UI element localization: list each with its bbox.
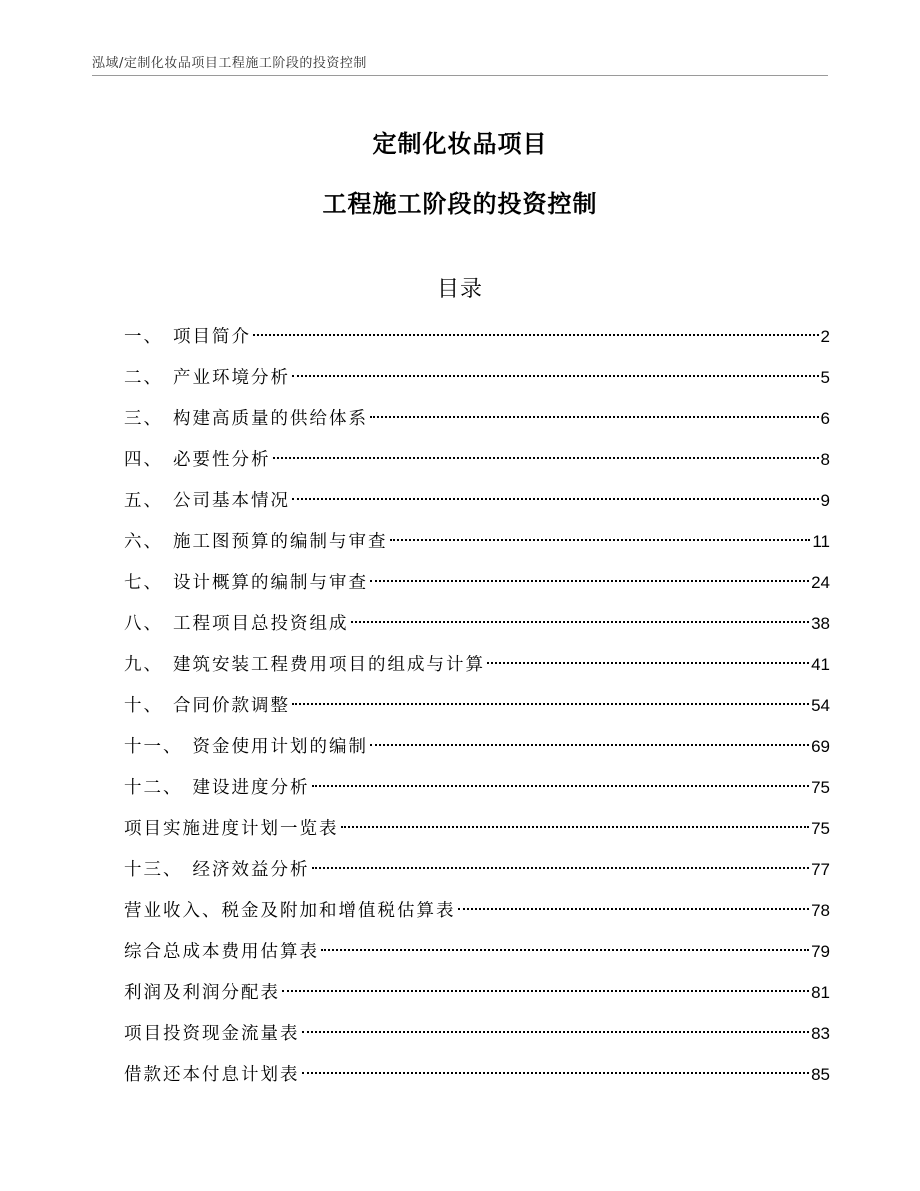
toc-entry-label: 利润及利润分配表 — [124, 983, 280, 1003]
toc-entry-label: 合同价款调整 — [173, 696, 290, 716]
toc-entry[interactable] — [124, 609, 830, 650]
toc-dot-leader — [487, 662, 809, 664]
toc-entry-label: 经济效益分析 — [192, 860, 310, 880]
toc-entry[interactable] — [124, 445, 830, 486]
toc-entry[interactable] — [124, 1019, 830, 1060]
toc-page-number: 79 — [811, 942, 830, 961]
running-header — [92, 52, 828, 76]
toc-dot-leader — [351, 621, 810, 623]
toc-entry-label: 资金使用计划的编制 — [192, 737, 368, 757]
toc-entry[interactable] — [124, 650, 830, 691]
toc-page-number: 8 — [820, 450, 830, 469]
toc-entry[interactable] — [124, 527, 830, 568]
toc-dot-leader — [370, 744, 809, 746]
toc-dot-leader — [253, 334, 819, 336]
toc-entry-label: 建设进度分析 — [192, 778, 310, 798]
toc-entry-number: 六、 — [124, 532, 163, 552]
running-header-text: 泓域/定制化妆品项目工程施工阶段的投资控制 — [92, 56, 367, 71]
toc-entry-label: 综合总成本费用估算表 — [124, 942, 319, 962]
table-of-contents — [124, 322, 830, 1101]
toc-dot-leader — [370, 580, 809, 582]
toc-entry-label: 营业收入、税金及附加和增值税估算表 — [124, 901, 456, 921]
toc-page-number: 75 — [811, 819, 830, 838]
toc-dot-leader — [370, 416, 819, 418]
toc-entry-number: 十二、 — [124, 778, 183, 798]
toc-entry-label: 工程项目总投资组成 — [173, 614, 349, 634]
toc-page-number: 2 — [820, 327, 830, 346]
toc-heading: 目录 — [436, 277, 483, 302]
toc-entry-number: 十三、 — [124, 860, 183, 880]
toc-entry[interactable] — [124, 937, 830, 978]
toc-entry-number: 一、 — [124, 327, 163, 347]
toc-entry-number: 九、 — [124, 655, 163, 675]
toc-dot-leader — [321, 949, 809, 951]
toc-dot-leader — [390, 539, 811, 541]
toc-entry-number: 十、 — [124, 696, 163, 716]
toc-entry-number: 三、 — [124, 409, 163, 429]
toc-entry[interactable] — [124, 691, 830, 732]
toc-entry[interactable] — [124, 978, 830, 1019]
toc-entry-label: 施工图预算的编制与审查 — [173, 532, 388, 552]
toc-page-number: 77 — [811, 860, 830, 879]
toc-entry[interactable] — [124, 814, 830, 855]
toc-page-number: 69 — [811, 737, 830, 756]
toc-page-number: 6 — [820, 409, 830, 428]
toc-page-number: 83 — [811, 1024, 830, 1043]
toc-page-number: 75 — [811, 778, 830, 797]
toc-entry[interactable] — [124, 486, 830, 527]
toc-entry[interactable] — [124, 732, 830, 773]
toc-entry-number: 四、 — [124, 450, 163, 470]
toc-page-number: 5 — [820, 368, 830, 387]
toc-entry-number: 五、 — [124, 491, 163, 511]
toc-page-number: 78 — [811, 901, 830, 920]
toc-entry-label: 项目投资现金流量表 — [124, 1024, 300, 1044]
toc-entry[interactable] — [124, 773, 830, 814]
toc-page-number: 24 — [811, 573, 830, 592]
toc-dot-leader — [292, 375, 819, 377]
toc-page-number: 38 — [811, 614, 830, 633]
toc-page-number: 9 — [820, 491, 830, 510]
toc-page-number: 81 — [811, 983, 830, 1002]
toc-dot-leader — [302, 1072, 810, 1074]
toc-entry[interactable] — [124, 1060, 830, 1101]
toc-page-number: 85 — [811, 1065, 830, 1084]
toc-dot-leader — [273, 457, 819, 459]
toc-dot-leader — [341, 826, 810, 828]
toc-page-number: 41 — [811, 655, 830, 674]
toc-entry-number: 二、 — [124, 368, 163, 388]
toc-entry-label: 构建高质量的供给体系 — [173, 409, 368, 429]
toc-entry-label: 产业环境分析 — [173, 368, 290, 388]
toc-entry-label: 设计概算的编制与审查 — [173, 573, 368, 593]
toc-entry[interactable] — [124, 855, 830, 896]
toc-entry-label: 必要性分析 — [173, 450, 271, 470]
toc-entry[interactable] — [124, 363, 830, 404]
toc-entry[interactable] — [124, 322, 830, 363]
toc-entry-label: 建筑安装工程费用项目的组成与计算 — [173, 655, 485, 675]
toc-dot-leader — [458, 908, 810, 910]
document-title-line-1: 定制化妆品项目 — [372, 130, 548, 158]
toc-dot-leader — [312, 785, 810, 787]
toc-page-number: 54 — [811, 696, 830, 715]
toc-entry-label: 公司基本情况 — [173, 491, 290, 511]
toc-page-number: 11 — [812, 532, 830, 551]
toc-entry-label: 借款还本付息计划表 — [124, 1065, 300, 1085]
toc-entry-number: 十一、 — [124, 737, 183, 757]
toc-entry-number: 八、 — [124, 614, 163, 634]
toc-dot-leader — [282, 990, 809, 992]
toc-entry-number: 七、 — [124, 573, 163, 593]
toc-entry[interactable] — [124, 568, 830, 609]
toc-dot-leader — [302, 1031, 810, 1033]
toc-entry[interactable] — [124, 896, 830, 937]
toc-entry[interactable] — [124, 404, 830, 445]
toc-dot-leader — [292, 498, 819, 500]
document-title-line-2: 工程施工阶段的投资控制 — [322, 190, 598, 218]
toc-dot-leader — [292, 703, 809, 705]
toc-entry-label: 项目简介 — [173, 327, 251, 347]
toc-dot-leader — [312, 867, 810, 869]
toc-entry-label: 项目实施进度计划一览表 — [124, 819, 339, 839]
